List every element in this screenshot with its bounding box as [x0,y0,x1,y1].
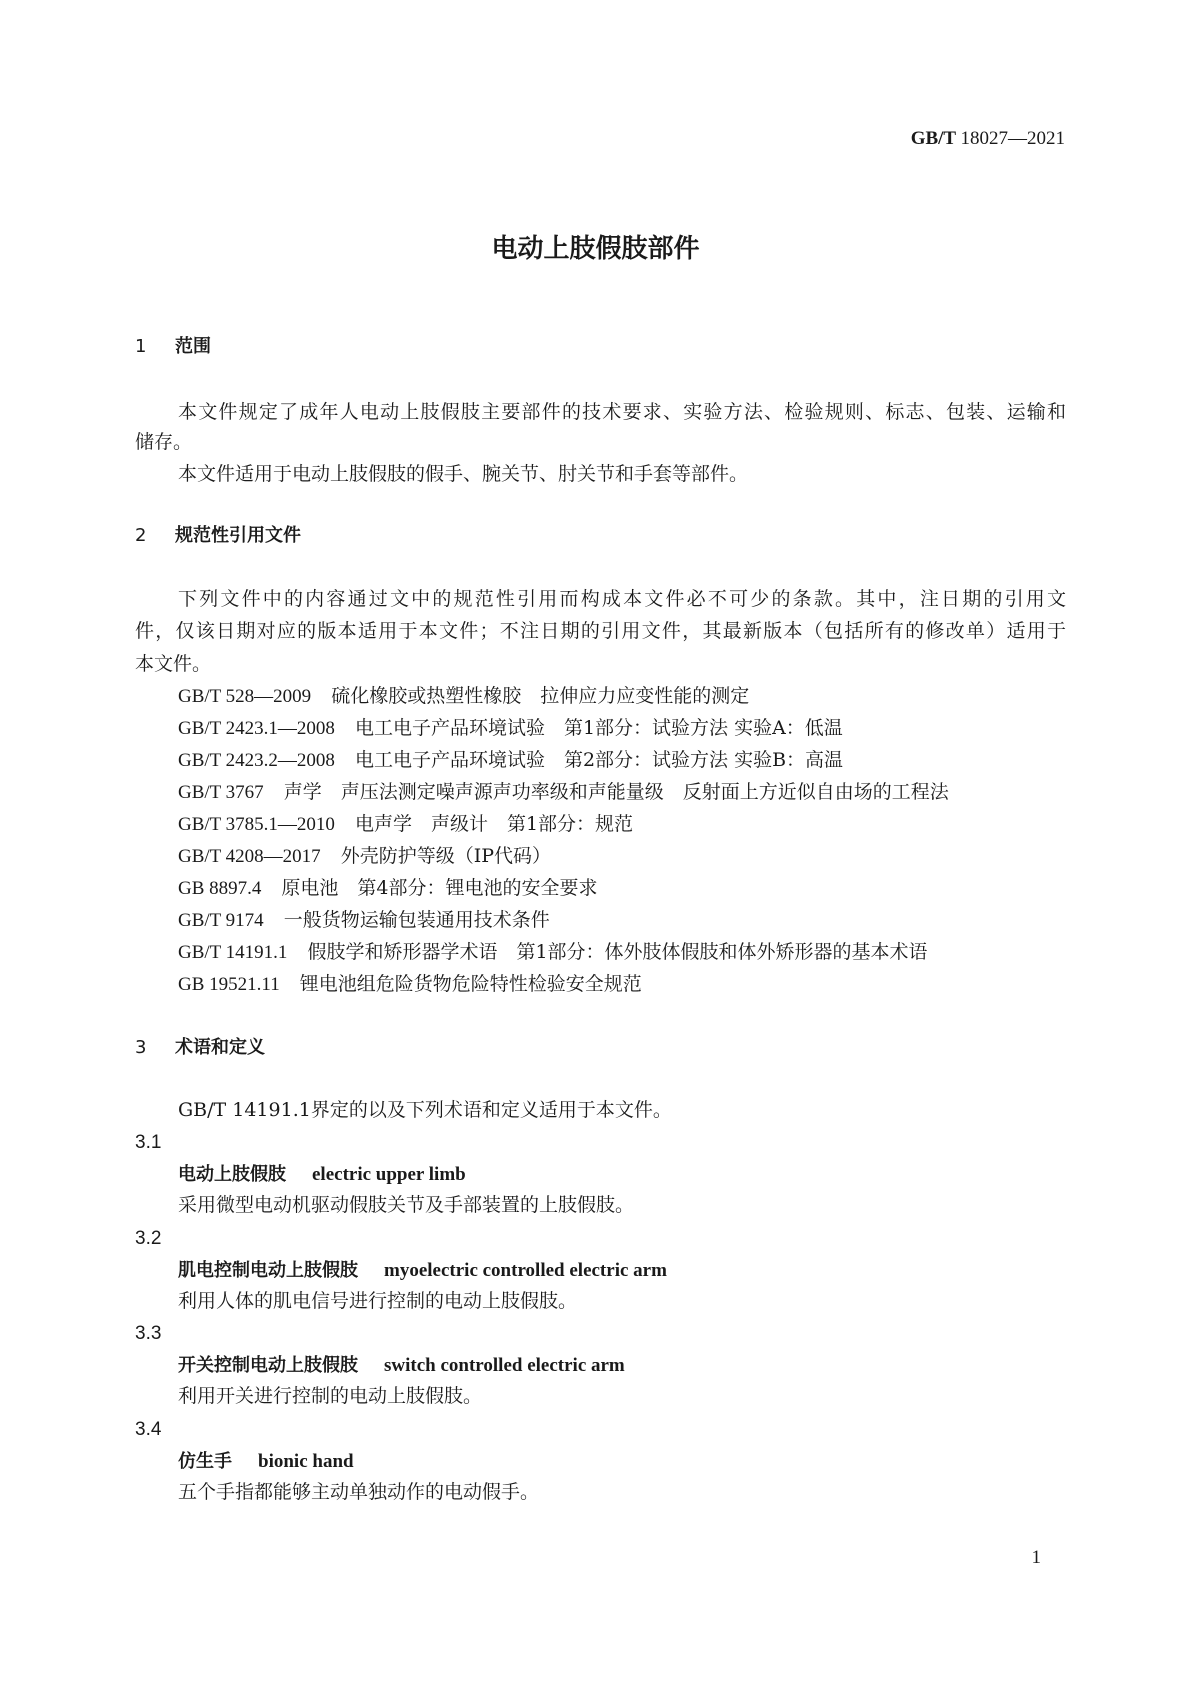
term-definition: 利用人体的肌电信号进行控制的电动上肢假肢。 [178,1289,578,1312]
term-zh: 肌电控制电动上肢假肢 [178,1259,358,1281]
term-definition: 利用开关进行控制的电动上肢假肢。 [178,1385,483,1407]
term-zh: 电动上肢假肢 [178,1164,286,1185]
section-number: 3 [135,1037,147,1058]
reference-code: GB 19521.11 [178,974,280,995]
reference-title: 外壳防护等级（IP代码） [340,845,551,867]
clause-number: 3.3 [135,1323,162,1344]
reference-title: 锂电池组危险货物危险特性检验安全规范 [299,973,642,995]
reference-item [178,779,949,806]
section-number: 1 [135,336,147,357]
reference-item [178,683,749,710]
reference-title: 原电池 第4部分：锂电池的安全要求 [281,877,598,899]
paragraph-line: 下列文件中的内容通过文中的规范性引用而构成本文件必不可少的条款。其中，注日期的引用文 [178,588,1066,610]
section-number: 2 [135,525,147,546]
term-zh: 开关控制电动上肢假肢 [178,1355,358,1376]
section-heading [135,523,301,549]
section-heading [135,334,211,360]
reference-title: 声学 声压法测定噪声源声功率级和声能量级 反射面上方近似自由场的工程法 [283,781,949,803]
term-entry [178,1162,466,1188]
clause-number: 3.4 [135,1418,162,1440]
reference-code: GB 8897.4 [178,878,262,899]
term-definition: 采用微型电动机驱动假肢关节及手部装置的上肢假肢。 [178,1194,635,1216]
reference-title: 电声学 声级计 第1部分：规范 [354,813,634,835]
reference-title: 电工电子产品环境试验 第2部分：试验方法 实验B：高温 [354,749,844,771]
reference-title: 一般货物运输包装通用技术条件 [283,909,550,931]
reference-code: GB/T 3767 [178,782,264,803]
standard-code: 18027—2021 [960,128,1065,149]
document-title: 电动上肢假肢部件 [491,234,700,264]
term-entry [178,1449,354,1475]
paragraph-line: 件，仅该日期对应的版本适用于本文件；不注日期的引用文件，其最新版本（包括所有的修改单）适用于 [135,620,1066,642]
term-entry [178,1258,667,1284]
section-title: 术语和定义 [175,1037,265,1058]
reference-code: GB/T 3785.1—2010 [178,814,335,835]
clause-number: 3.1 [135,1132,162,1153]
reference-code: GB/T 4208—2017 [178,846,321,867]
section-title: 范围 [175,336,211,357]
paragraph-line: 本文件适用于电动上肢假肢的假手、腕关节、肘关节和手套等部件。 [178,463,749,485]
term-definition: 五个手指都能够主动单独动作的电动假手。 [178,1480,540,1503]
reference-item [178,971,642,998]
term-en: switch controlled electric arm [384,1355,625,1376]
reference-code: GB/T 2423.1—2008 [178,718,335,739]
reference-item [178,875,598,902]
section-heading [135,1035,265,1061]
reference-item [178,843,551,870]
paragraph-line: 本文件。 [135,653,212,675]
term-en: bionic hand [258,1450,354,1472]
reference-item [178,715,843,742]
paragraph-line: 储存。 [135,431,193,453]
terms-intro: GB/T 14191.1界定的以及下列术语和定义适用于本文件。 [178,1099,672,1121]
reference-code: GB/T 14191.1 [178,942,288,963]
reference-title: 硫化橡胶或热塑性橡胶 拉伸应力应变性能的测定 [331,685,750,707]
term-entry [178,1353,625,1379]
term-en: myoelectric controlled electric arm [384,1259,667,1281]
reference-title: 假肢学和矫形器学术语 第1部分：体外肢体假肢和体外矫形器的基本术语 [307,941,928,963]
reference-title: 电工电子产品环境试验 第1部分：试验方法 实验A：低温 [354,717,843,739]
paragraph-line: 本文件规定了成年人电动上肢假肢主要部件的技术要求、实验方法、检验规则、标志、包装、运输和 [178,401,1066,423]
term-zh: 仿生手 [178,1450,232,1472]
reference-item [178,907,550,934]
reference-code: GB/T 528—2009 [178,686,312,707]
reference-item [178,747,843,774]
clause-number: 3.2 [135,1227,162,1249]
reference-code: GB/T 9174 [178,910,264,931]
section-title: 规范性引用文件 [175,525,301,546]
term-en: electric upper limb [312,1164,466,1185]
reference-item [178,939,928,966]
reference-item [178,811,633,838]
standard-number [911,126,1065,152]
page-number: 1 [1031,1547,1041,1568]
standard-prefix: GB/T [910,128,956,149]
reference-code: GB/T 2423.2—2008 [178,750,335,771]
